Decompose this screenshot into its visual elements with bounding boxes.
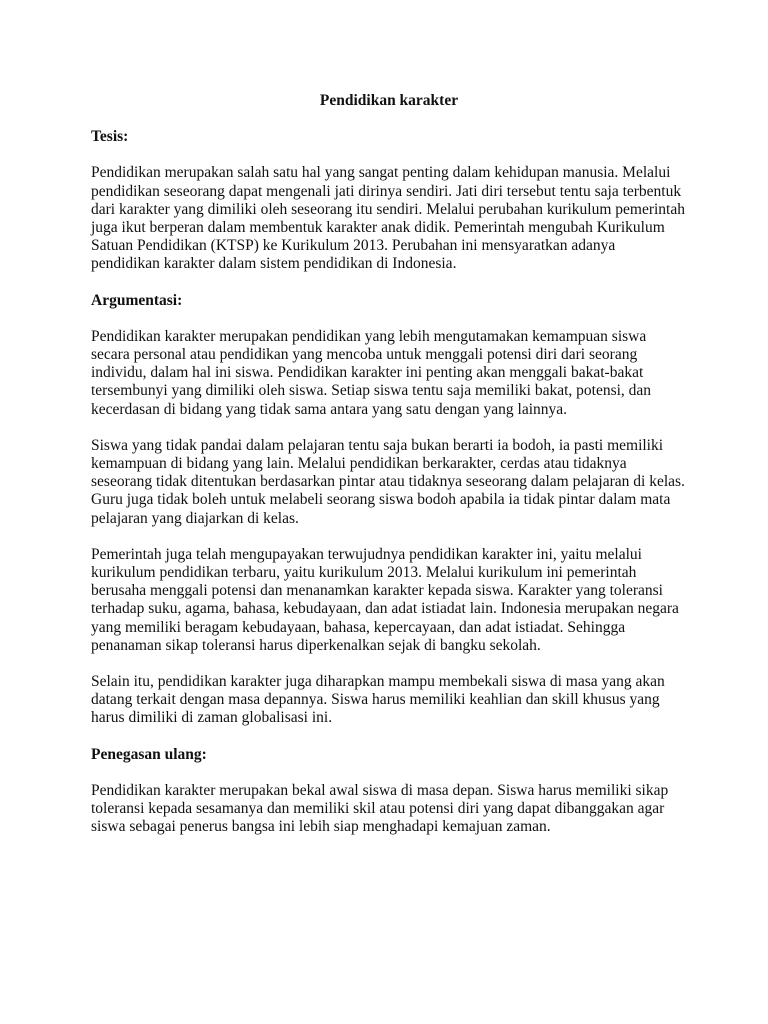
section-heading: Penegasan ulang: bbox=[91, 745, 207, 763]
page-title: Pendidikan karakter bbox=[319, 92, 459, 109]
paragraph: Selain itu, pendidikan karakter juga diharapkan mampu membekali siswa di masa yang akan datang terkait dengan masa depannya. Siswa harus memiliki keahlian dan skill khusus yang harus dimiliki di zaman globalisasi ini. bbox=[91, 673, 665, 727]
section-heading: Tesis: bbox=[91, 128, 129, 146]
paragraph: Pendidikan merupakan salah satu hal yang sangat penting dalam kehidupan manusia. Melalui pendidikan seseorang dapat mengenali jati dirinya sendiri. Jati diri tersebut tentu saja terbentuk dari karakter yang dimiliki oleh seseorang itu sendiri. Melalui perubahan kurikulum pemerintah juga ikut berperan dalam membentuk karakter anak didik. Pemerintah mengubah Kurikulum Satuan Pendidikan (KTSP) ke Kurikulum 2013. Perubahan ini mensyaratkan adanya pendidikan karakter dalam sistem pendidikan di Indonesia. bbox=[91, 164, 685, 273]
section-tesis bbox=[91, 128, 687, 273]
paragraph: Pendidikan karakter merupakan bekal awal siswa di masa depan. Siswa harus memiliki sikap toleransi kepada sesamanya dan memiliki skil atau potensi diri yang dapat dibanggakan agar siswa sebagai penerus bangsa ini lebih siap menghadapi kemajuan zaman. bbox=[91, 781, 669, 836]
paragraph: Pemerintah juga telah mengupayakan terwujudnya pendidikan karakter ini, yaitu melalui kurikulum pendidikan terbaru, yaitu kurikulum 2013. Melalui kurikulum ini pemerintah berusaha menggali potensi dan menanamkan karakter kepada siswa. Karakter yang toleransi terhadap suku, agama, bahasa, kebudayaan, dan adat istiadat lain. Indonesia merupakan negara yang memiliki beragam kebudayaan, bahasa, kepercayaan, dan adat istiadat. Sehingga penanaman sikap toleransi harus diperkenalkan sejak di bangku sekolah. bbox=[91, 545, 679, 654]
section-argumentasi bbox=[91, 292, 687, 728]
document-body bbox=[91, 92, 687, 855]
paragraph: Pendidikan karakter merupakan pendidikan yang lebih mengutamakan kemampuan siswa secara personal atau pendidikan yang mencoba untuk menggali potensi diri dari seorang individu, dalam hal ini siswa. Pendidikan karakter ini penting akan menggali bakat-bakat tersembunyi yang dimiliki oleh siswa. Setiap siswa tentu saja memiliki bakat, potensi, dan kecerdasan di bidang yang tidak sama antara yang satu dengan yang lainnya. bbox=[91, 327, 652, 418]
section-penegasan-ulang bbox=[91, 746, 687, 837]
paragraph: Siswa yang tidak pandai dalam pelajaran tentu saja bukan berarti ia bodoh, ia pasti memiliki kemampuan di bidang yang lain. Melalui pendidikan berkarakter, cerdas atau tidaknya seseorang tidak ditentukan berdasarkan pintar atau tidaknya seseorang dalam pelajaran di kelas. Guru juga tidak boleh untuk melabeli seorang siswa bodoh apabila ia tidak pintar dalam mata pelajaran yang diajarkan di kelas. bbox=[91, 436, 685, 527]
section-heading: Argumentasi: bbox=[91, 291, 183, 309]
